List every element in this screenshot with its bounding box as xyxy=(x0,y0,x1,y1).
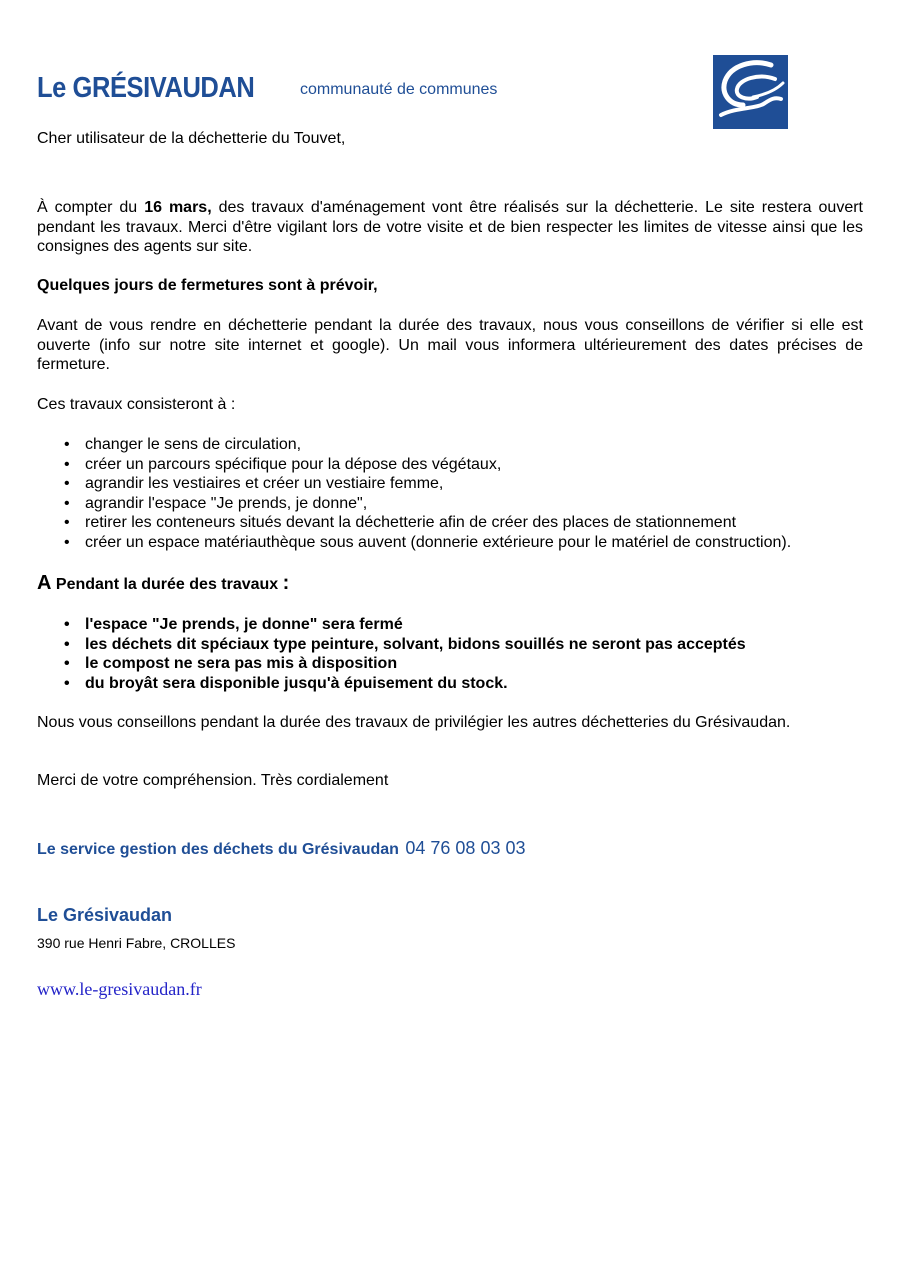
bullet: • xyxy=(64,455,70,473)
bullet: • xyxy=(64,635,70,653)
list-item xyxy=(37,455,863,475)
during-item-text: l'espace "Je prends, je donne" sera fermé xyxy=(85,616,403,633)
gresivaudan-logo-icon xyxy=(713,55,788,129)
list-item xyxy=(37,674,863,694)
service-contact xyxy=(37,838,526,859)
bullet: • xyxy=(64,616,70,633)
works-intro: Ces travaux consisteront à : xyxy=(37,396,236,413)
start-date: 16 mars, xyxy=(144,199,212,216)
closing-paragraph: Merci de votre compréhension. Très cordialement xyxy=(37,772,389,789)
brand-title: Le GRÉSIVAUDAN xyxy=(37,72,255,104)
intro-paragraph xyxy=(37,198,863,257)
intro-text-start: À compter du xyxy=(37,199,145,216)
bullet: • xyxy=(64,475,70,492)
list-item xyxy=(37,474,863,494)
website-link[interactable]: www.le-gresivaudan.fr xyxy=(37,979,202,999)
during-item-text: du broyât sera disponible jusqu'à épuisement du stock. xyxy=(85,674,508,692)
phone-number[interactable]: 04 76 08 03 03 xyxy=(405,838,526,858)
greeting: Cher utilisateur de la déchetterie du Touvet, xyxy=(37,130,346,147)
works-list xyxy=(37,435,863,552)
closures-heading: Quelques jours de fermetures sont à prévoir, xyxy=(37,277,378,294)
service-label: Le service gestion des déchets du Grésivaudan xyxy=(37,841,399,858)
advice-paragraph: Nous vous conseillons pendant la durée des travaux de privilégier les autres déchetteries du Grésivaudan. xyxy=(37,714,791,731)
heading-initial: A xyxy=(37,572,52,594)
list-item xyxy=(37,615,863,635)
bullet: • xyxy=(64,655,70,672)
works-item-text: créer un espace matériauthèque sous auvent (donnerie extérieure pour le matériel de construction). xyxy=(85,533,792,551)
list-item xyxy=(37,635,863,655)
bullet: • xyxy=(64,674,70,692)
works-item-text: agrandir l'espace "Je prends, je donne", xyxy=(85,494,368,512)
list-item xyxy=(37,513,863,533)
bullet: • xyxy=(64,494,70,512)
during-works-list xyxy=(37,615,863,693)
heading-text: Pendant la durée des travaux xyxy=(51,576,283,593)
during-works-heading xyxy=(37,572,289,595)
works-item-text: retirer les conteneurs situés devant la déchetterie afin de créer des places de stationnement xyxy=(85,514,737,531)
list-item xyxy=(37,494,863,514)
list-item xyxy=(37,435,863,455)
organization-name: Le Grésivaudan xyxy=(37,905,173,925)
during-item-text: le compost ne sera pas mis à disposition xyxy=(85,655,398,672)
intro-text-end: des travaux d'aménagement vont être réalisés sur la déchetterie. Le site restera ouvert pendant les travaux. Merci d'être vigilant lors de votre visite et de bien respecter les limites de vitesse ainsi que les consignes des agents sur site. xyxy=(37,199,863,255)
list-item xyxy=(37,533,863,553)
bullet: • xyxy=(64,533,70,551)
brand-subtitle: communauté de communes xyxy=(300,81,498,98)
closures-paragraph: Avant de vous rendre en déchetterie pendant la durée des travaux, nous vous conseillons de vérifier si elle est ouverte (info sur notre site internet et google). Un mail vous informera ultérieurement des dates précises de fermeture. xyxy=(37,317,863,373)
address: 390 rue Henri Fabre, CROLLES xyxy=(37,935,236,951)
during-item-text: les déchets dit spéciaux type peinture, solvant, bidons souillés ne seront pas acceptés xyxy=(85,635,746,653)
list-item xyxy=(37,654,863,674)
heading-colon: : xyxy=(282,572,290,594)
works-item-text: agrandir les vestiaires et créer un vestiaire femme, xyxy=(85,475,444,492)
bullet: • xyxy=(64,436,70,453)
works-item-text: changer le sens de circulation, xyxy=(85,436,302,453)
works-item-text: créer un parcours spécifique pour la dépose des végétaux, xyxy=(85,455,502,473)
bullet: • xyxy=(64,514,70,531)
